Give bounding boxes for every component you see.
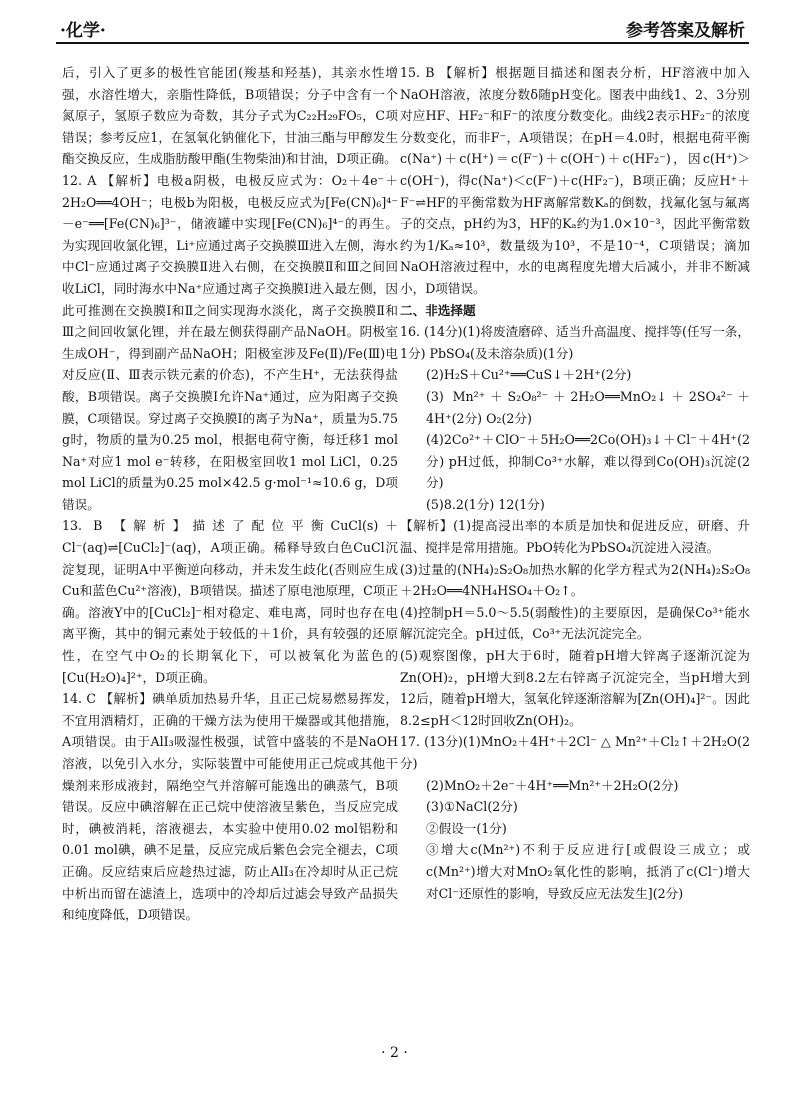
answer-15: 15. B 【解析】根据题目描述和图表分析，HF溶液中加入NaOH溶液，浓度分数δ随pH变化。图表中曲线1、2、3分别对应HF、HF₂⁻和F⁻的浓度分数变化。曲线2表示HF₂⁻的浓度分数变化，而非F⁻，A项错误；在pH＝4.0时，根据电荷平衡c(Na⁺)＋c(H⁺)＝c(F⁻)＋c(OH⁻)＋c(HF₂⁻)，因c(H⁺)＞c(OH⁻)，得c(Na⁺)＜c(F⁻)＋c(HF₂⁻)，B项正确；反应H⁺＋F⁻⇌HF的平衡常数为HF离解常数Kₐ的倒数，找氟化氢与氟离子的交点，pH约为3，HF的Kₐ约为1.0×10⁻³，因此平衡常数约为1/Kₐ≈10³，数量级为10³，不是10⁻⁴，C项错误；滴加NaOH溶液过程中，水的电离程度先增大后减小，并非不断减小，D项错误。 — [400, 65, 750, 296]
answer-16-line: (2)H₂S＋Cu²⁺══CuS↓＋2H⁺(2分) — [426, 367, 632, 383]
answer-16-line: 16. (14分)(1)将废渣磨碎、适当升高温度、搅拌等(任写一条，1分) PbSO₄(及未溶杂质)(1分) — [400, 324, 750, 361]
answer-14: 14. C 【解析】碘单质加热易升华，且正己烷易燃易挥发，不宜用酒精灯，正确的干燥方法为使用干燥器或其他措施，A项错误。由于AlI₃吸湿性极强，试管中盛装的不是NaOH溶液，以免引入水分，实际装置中可能使用正己烷或其他干燥剂来形成液封，隔绝空气并溶解可能逸出的碘蒸气，B项错误。反应中碘溶解在正己烷中使溶液呈紫色，当反应完成时，碘被消耗，溶液褪去，本实验中使用0.02 mol铝粉和0.01 mol碘，碘不足量，反应完成后紫色会完全褪去，C项正确。反应结束后应趁热过滤，防止AlI₃在冷却时从正己烷中析出而留在滤渣上，选项中的冷却后过滤会导致产品损失和纯度降低，D项错误。 — [62, 691, 398, 923]
subject-label: ·化学· — [60, 21, 106, 41]
answer-16-line: (3) Mn²⁺＋S₂O₈²⁻＋2H₂O══MnO₂↓＋2SO₄²⁻＋4H⁺(2分) O₂(2分) — [426, 388, 750, 426]
header-title: 参考答案及解析 — [626, 21, 745, 41]
answer-17-line: 17. (13分)(1)MnO₂＋4H⁺＋2Cl⁻ △ Mn²⁺＋Cl₂↑＋2H₂O(2分) — [400, 734, 750, 771]
analysis-16: (4)控制pH＝5.0～5.5(弱酸性)的主要原因，是确保Co³⁺能水解沉淀完全。pH过低，Co³⁺无法沉淀完全。 — [400, 604, 750, 642]
answer-16-line: (4)2Co²⁺＋ClO⁻＋5H₂O══2Co(OH)₃↓＋Cl⁻＋4H⁺(2分) pH过低，抑制Co³⁺水解，难以得到Co(OH)₃沉淀(2分) — [426, 432, 750, 491]
page-header — [56, 8, 749, 44]
paragraph: 后，引入了更多的极性官能团(羧基和羟基)，其亲水性增强，水溶性增大，亲脂性降低，B项错误；分子中含有一个氮原子，氢原子数应为奇数，其分子式为C₂₂H₂₉FO₅，C项错误；参考反应1，在氢氧化钠催化下，甘油三酯与甲醇发生酯交换反应，生成脂肪酸甲酯(生物柴油)和甘油，D项正确。 — [62, 65, 398, 167]
analysis-16: (5)观察图像，pH大于6时，随着pH增大锌离子逐渐沉淀为Zn(OH)₂，pH增大到8.2左右锌离子沉淀完全，当pH增大到12后，随着pH增大，氢氧化锌逐渐溶解为[Zn(OH)₄]²⁻。因此8.2≤pH＜12时回收Zn(OH)₂。 — [400, 648, 750, 728]
answer-12: 12. A 【解析】电极a阴极，电极反应式为：O₂＋4e⁻＋2H₂O══4OH⁻；电极b为阳极，电极反应式为[Fe(CN)₆]⁴⁻－e⁻══[Fe(CN)₆]³⁻，储液罐中实现[Fe(CN)₆]⁴⁻的再生。为实现回收氯化锂，Li⁺应通过离子交换膜Ⅲ进入左侧，海水中Cl⁻应通过离子交换膜Ⅱ进入右侧，在交换膜Ⅱ和Ⅲ之间回收LiCl，同时海水中Na⁺应通过离子交换膜Ⅰ进入最左侧，因此可推测在交换膜Ⅰ和Ⅱ之间实现海水淡化，离子交换膜Ⅱ和Ⅲ之间回收氯化锂，并在最左侧获得副产品NaOH。阴极室生成OH⁻，得到副产品NaOH；阳极室涉及Fe(Ⅱ)/Fe(Ⅲ)电对反应(Ⅱ、Ⅲ表示铁元素的价态)，不产生H⁺，无法获得盐酸，B项错误。离子交换膜Ⅰ允许Na⁺通过，应为阳离子交换膜，C项错误。穿过离子交换膜Ⅰ的离子为Na⁺，质量为5.75 g时，物质的量为0.25 mol，根据电荷守衡，每迁移1 mol Na⁺对应1 mol e⁻转移，在阳极室回收1 mol LiCl，0.25 mol LiCl的质量为0.25 mol×42.5 g·mol⁻¹≈10.6 g，D项错误。 — [62, 172, 398, 512]
analysis-16: (3)过量的(NH₄)₂S₂O₈加热水解的化学方程式为2(NH₄)₂S₂O₈＋2H₂O══4NH₄HSO₄＋O₂↑。 — [400, 561, 750, 599]
answer-17-line: ②假设一(1分) — [426, 820, 507, 836]
answer-17-line: (2)MnO₂＋2e⁻＋4H⁺══Mn²⁺＋2H₂O(2分) — [426, 777, 679, 793]
section-title: 二、非选择题 — [400, 302, 476, 318]
analysis-16: 【解析】(1)提高浸出率的本质是加快和促进反应，研磨、升温、搅拌是常用措施。PbO转化为PbSO₄沉淀进入浸渣。 — [400, 518, 750, 556]
left-column — [62, 62, 398, 1032]
answer-17-line: ③增大c(Mn²⁺)不利于反应进行[或假设三成立；或c(Mn²⁺)增大对MnO₂氧化性的影响，抵消了c(Cl⁻)增大对Cl⁻还原性的影响，导致反应无法发生](2分) — [426, 842, 750, 901]
page-number: · 2 · — [381, 1045, 408, 1061]
answer-17-line: (3)①NaCl(2分) — [426, 799, 518, 815]
answer-13: 13. B 【解析】描述了配位平衡CuCl(s)＋Cl⁻(aq)⇌[CuCl₂]⁻(aq)，A项正确。稀释导致白色CuCl沉淀复现，证明A中平衡逆向移动，并未发生歧化(否则应生成Cu和蓝色Cu²⁺溶液)，B项错误。描述了原电池原理，C项正确。溶液Y中的[CuCl₂]⁻相对稳定、难电离，同时也存在电离平衡，其中的铜元素处于较低的＋1价，具有较强的还原性，在空气中O₂的长期氧化下，可以被氧化为蓝色的[Cu(H₂O)₄]²⁺，D项正确。 — [62, 518, 398, 685]
answer-16-line: (5)8.2(1分) 12(1分) — [426, 496, 545, 512]
right-column — [400, 62, 750, 1032]
